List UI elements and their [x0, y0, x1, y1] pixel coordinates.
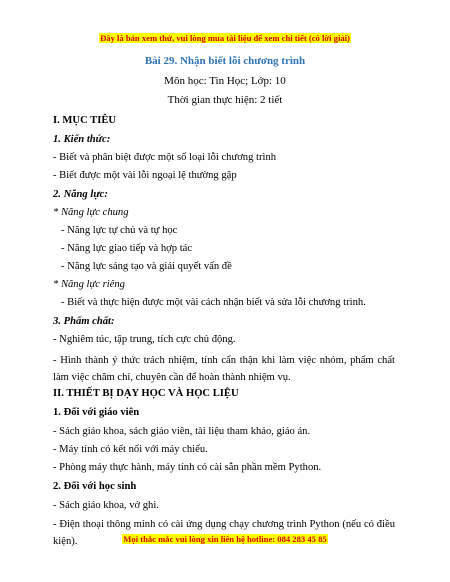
section-1-roman: I: [53, 115, 58, 126]
quality-heading: [53, 316, 115, 327]
quality-number: 3: [53, 316, 59, 327]
subject-line: Môn học: Tin Học; Lớp: 10: [164, 75, 286, 87]
section-2-heading: II. THIẾT BỊ DẠY HỌC VÀ HỌC LIỆU: [53, 388, 239, 399]
hotline-notice-text: Mọi thắc mắc vui lòng xin liên hệ hotline: 084 283 45 85: [123, 534, 327, 544]
teacher-item: - Phòng máy thực hành, máy tính có cài sẵn phần mềm Python.: [53, 462, 322, 473]
quality-item: - Hình thành ý thức trách nhiệm, tính cẩn thận khi làm việc nhóm, phẩm chất làm việc chăm chỉ, chuyên cần để hoàn thành nhiệm vụ.: [53, 355, 395, 383]
competence-heading: 2. Năng lực:: [53, 189, 108, 200]
general-competence-item: - Năng lực giao tiếp và hợp tác: [61, 243, 193, 254]
duration-line: Thời gian thực hiện: 2 tiết: [167, 94, 283, 106]
general-competence-item: - Năng lực tự chủ và tự học: [61, 225, 178, 236]
knowledge-number: 1: [53, 134, 59, 145]
section-1-heading: [53, 115, 116, 126]
student-item: - Điện thoại thông minh có cài ứng dụng chạy chương trình Python (nếu có điều kiện).: [53, 519, 395, 547]
teacher-heading: 1. Đối với giáo viên: [53, 407, 140, 418]
preview-notice: [0, 33, 450, 43]
section-1-title: . MỤC TIÊU: [57, 115, 117, 126]
teacher-item: - Máy tính có kết nối với máy chiếu.: [53, 444, 208, 455]
knowledge-heading: [53, 134, 110, 145]
preview-notice-text: Đây là bản xem thử, vui lòng mua tài liệu để xem chi tiết (có lời giải): [100, 33, 350, 43]
general-competence-label: * Năng lực chung: [53, 207, 129, 218]
specific-competence-item: - Biết và thực hiện được một vài cách nhận biết và sửa lỗi chương trình.: [61, 297, 366, 308]
student-item: - Sách giáo khoa, vở ghi.: [53, 500, 159, 511]
general-competence-item: - Năng lực sáng tạo và giải quyết vấn đề: [61, 261, 232, 272]
quality-label: . Phẩm chất:: [58, 316, 115, 327]
student-heading: 2. Đối với học sinh: [53, 481, 137, 492]
knowledge-item: - Biết được một vài lỗi ngoại lệ thường gặp: [53, 170, 237, 181]
hotline-notice: [0, 534, 450, 544]
quality-item: - Nghiêm túc, tập trung, tích cực chủ động.: [53, 334, 236, 345]
lesson-title: Bài 29. Nhận biết lỗi chương trình: [144, 55, 306, 67]
teacher-item: - Sách giáo khoa, sách giáo viên, tài liệu tham khảo, giáo án.: [53, 426, 311, 437]
specific-competence-label: * Năng lực riêng: [53, 279, 125, 290]
knowledge-label: . Kiến thức:: [58, 134, 111, 145]
knowledge-item: - Biết và phân biệt được một số loại lỗi chương trình: [53, 152, 277, 163]
